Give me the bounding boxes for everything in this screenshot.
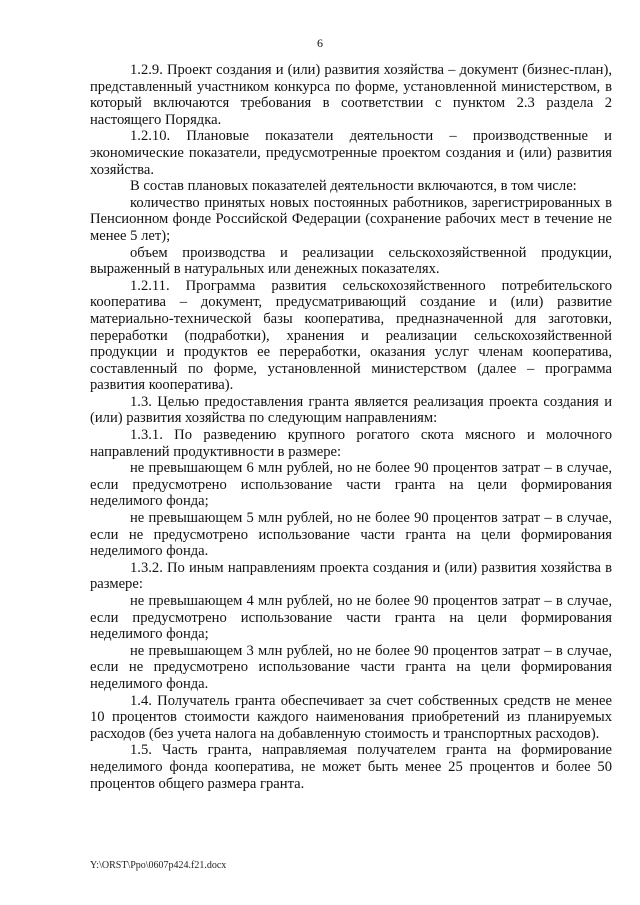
paragraph-1-3-1: 1.3.1. По разведению крупного рогатого скота мясного и молочного направлений продуктивности в размере: [90,427,612,460]
page-number: 6 [317,36,323,50]
paragraph-1-3-1-option-a: не превышающем 6 млн рублей, но не более 90 процентов затрат – в случае, если предусмотрено использование части гранта на цели формирования неделимого фонда; [90,460,612,510]
paragraph-indicators-intro: В состав плановых показателей деятельности включаются, в том числе: [130,178,577,195]
paragraph-1-3-2: 1.3.2. По иным направлениям проекта создания и (или) развития хозяйства в размере: [90,559,612,593]
paragraph-1-3: 1.3. Целью предоставления гранта является реализация проекта создания и (или) развития хозяйства по следующим направлениям: [90,393,612,427]
footer-file-path: Y:\ORST\Ppo\0607p424.f21.docx [90,860,227,871]
paragraph-1-2-9: 1.2.9. Проект создания и (или) развития хозяйства – документ (бизнес-план), представленный участником конкурса по форме, установленной министерством, в который включаются требования в соответствии с пунктом 2.3 раздела 2 настоящего Порядка. [90,62,612,128]
paragraph-indicator-employees: количество принятых новых постоянных работников, зарегистрированных в Пенсионном фонде Российской Федерации (сохранение рабочих мест в течение не менее 5 лет); [90,194,612,244]
paragraph-1-3-1-option-b: не превышающем 5 млн рублей, но не более 90 процентов затрат – в случае, если не предусмотрено использование части гранта на цели формирования неделимого фонда. [90,510,612,560]
paragraph-1-2-10: 1.2.10. Плановые показатели деятельности – производственные и экономические показатели, предусмотренные проектом создания и (или) развития хозяйства. [90,128,612,178]
paragraph-1-5: 1.5. Часть гранта, направляемая получателем гранта на формирование неделимого фонда кооператива, не может быть менее 25 процентов и более 50 процентов общего размера гранта. [90,742,612,792]
paragraph-indicator-production: объем производства и реализации сельскохозяйственной продукции, выраженный в натуральных или денежных показателях. [90,244,612,278]
paragraph-1-3-2-option-a: не превышающем 4 млн рублей, но не более 90 процентов затрат – в случае, если предусмотрено использование части гранта на цели формирования неделимого фонда; [90,593,612,643]
paragraph-1-2-11: 1.2.11. Программа развития сельскохозяйственного потребительского кооператива – документ, предусматривающий создание и (или) развитие материально-технической базы кооператива, предназначенной для заготовки, переработки (подработки), хранения и реализации сельскохозяйственной продукции и продуктов ее переработки, оказания услуг членам кооператива, составленный по форме, установленной министерством (далее – программа развития кооператива). [90,277,612,394]
document-body [90,62,612,792]
paragraph-1-4: 1.4. Получатель гранта обеспечивает за счет собственных средств не менее 10 процентов стоимости каждого наименования приобретений из планируемых расходов (без учета налога на добавленную стоимость и транспортных расходов). [90,692,612,742]
paragraph-1-3-2-option-b: не превышающем 3 млн рублей, но не более 90 процентов затрат – в случае, если не предусмотрено использование части гранта на цели формирования неделимого фонда. [90,642,612,692]
